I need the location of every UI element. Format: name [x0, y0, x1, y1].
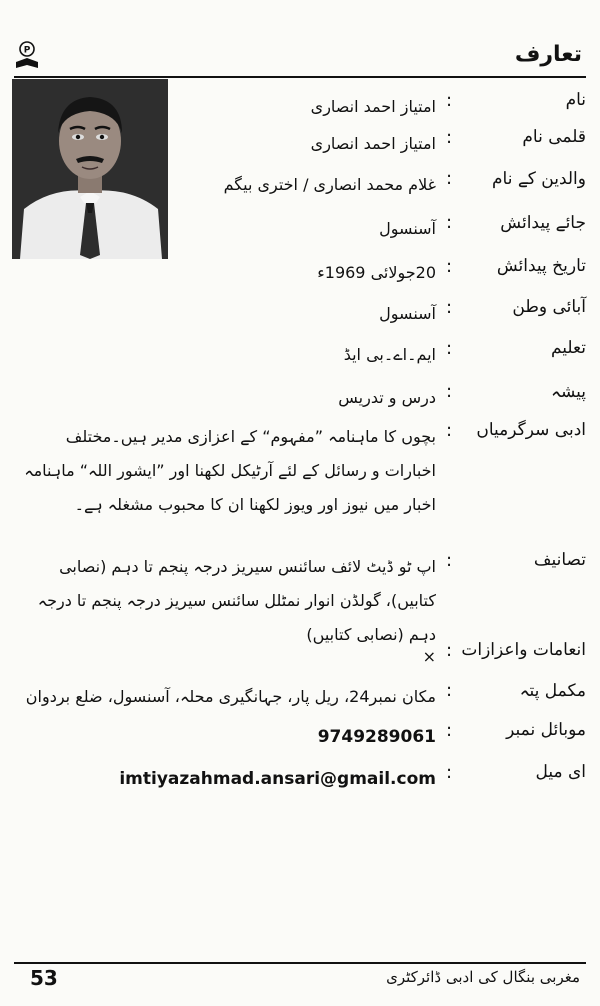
detail-label: آبائی وطن [512, 297, 586, 317]
detail-row-literary-activities [14, 420, 586, 538]
colon-separator: : [445, 550, 453, 571]
detail-row-hometown [14, 297, 586, 331]
colon-separator: : [445, 720, 453, 741]
colon-separator: : [445, 168, 453, 189]
detail-row-publications [14, 550, 586, 644]
detail-value: 9749289061 [317, 727, 436, 747]
colon-separator: : [445, 420, 453, 441]
detail-value: × [422, 647, 436, 666]
detail-value: اپ ٹو ڈیٹ لائف سائنس سیریز درجہ پنجم تا دہم (نصابی کتابیں)، گولڈن انوار نمٹلل سائنس سیریز درجہ پنجم تا درجہ دہم (نصابی کتابیں) [37, 557, 436, 644]
detail-label: انعامات واعزازات [461, 640, 586, 660]
detail-value: غلام محمد انصاری / اختری بیگم [223, 175, 436, 194]
colon-separator: : [445, 297, 453, 318]
detail-row-birthplace [14, 212, 586, 246]
detail-row-address [14, 680, 586, 714]
detail-value: امتیاز احمد انصاری [310, 134, 436, 153]
detail-label: جائے پیدائش [500, 213, 586, 233]
detail-value: آسنسول [379, 219, 436, 238]
detail-label: تعلیم [550, 338, 586, 358]
detail-row-profession [14, 381, 586, 415]
detail-label: موبائل نمبر [506, 720, 586, 740]
detail-value: بچوں کا ماہنامہ ”مفہوم“ کے اعزازی مدیر ہیں۔مختلف اخبارات و رسائل کے لئے آرٹیکل لکھنا اور ”ایشور اللہ“ ماہنامہ اخبار میں نیوز اور ویوز لکھنا ان کا محبوب مشغلہ ہے۔ [24, 427, 436, 514]
detail-value: مکان نمبر24، ریل پار، جہانگیری محلہ، آسنسول، ضلع بردوان [25, 687, 436, 706]
detail-label: تاریخ پیدائش [496, 256, 586, 276]
colon-separator: : [445, 680, 453, 701]
detail-label: ای میل [535, 762, 586, 782]
detail-label: ادبی سرگرمیاں [476, 420, 586, 440]
svg-text:P: P [23, 45, 31, 56]
colon-separator: : [445, 90, 453, 111]
book-title: مغربی بنگال کی ادبی ڈائرکٹری [386, 968, 580, 986]
detail-label: تصانیف [533, 550, 586, 570]
detail-label: پیشہ [551, 382, 586, 402]
detail-row-email [14, 762, 586, 796]
detail-label: والدین کے نام [491, 169, 586, 189]
detail-label: مکمل پتہ [519, 681, 586, 701]
detail-value: آسنسول [379, 304, 436, 323]
colon-separator: : [445, 381, 453, 402]
colon-separator: : [445, 338, 453, 359]
colon-separator: : [445, 127, 453, 148]
colon-separator: : [445, 762, 453, 783]
detail-value: imtiyazahmad.ansari@gmail.com [119, 769, 436, 789]
detail-row-education [14, 338, 586, 372]
detail-row-mobile [14, 720, 586, 754]
detail-label: قلمی نام [522, 127, 586, 147]
detail-row-name [14, 90, 586, 124]
detail-label: نام [565, 90, 586, 110]
detail-value: درس و تدریس [338, 388, 436, 407]
detail-value: ایم۔اے۔بی ایڈ [343, 345, 436, 364]
detail-row-birthdate [14, 256, 586, 290]
detail-row-awards [14, 640, 586, 674]
detail-row-parents [14, 168, 586, 202]
colon-separator: : [445, 212, 453, 233]
detail-value: 20جولائی 1969ء [317, 263, 436, 282]
footer-divider [14, 962, 586, 964]
detail-row-pen-name [14, 127, 586, 161]
colon-separator: : [445, 640, 453, 661]
page-number: 53 [30, 966, 58, 990]
page-title: تعارف [514, 42, 582, 67]
detail-value: امتیاز احمد انصاری [310, 97, 436, 116]
colon-separator: : [445, 256, 453, 277]
